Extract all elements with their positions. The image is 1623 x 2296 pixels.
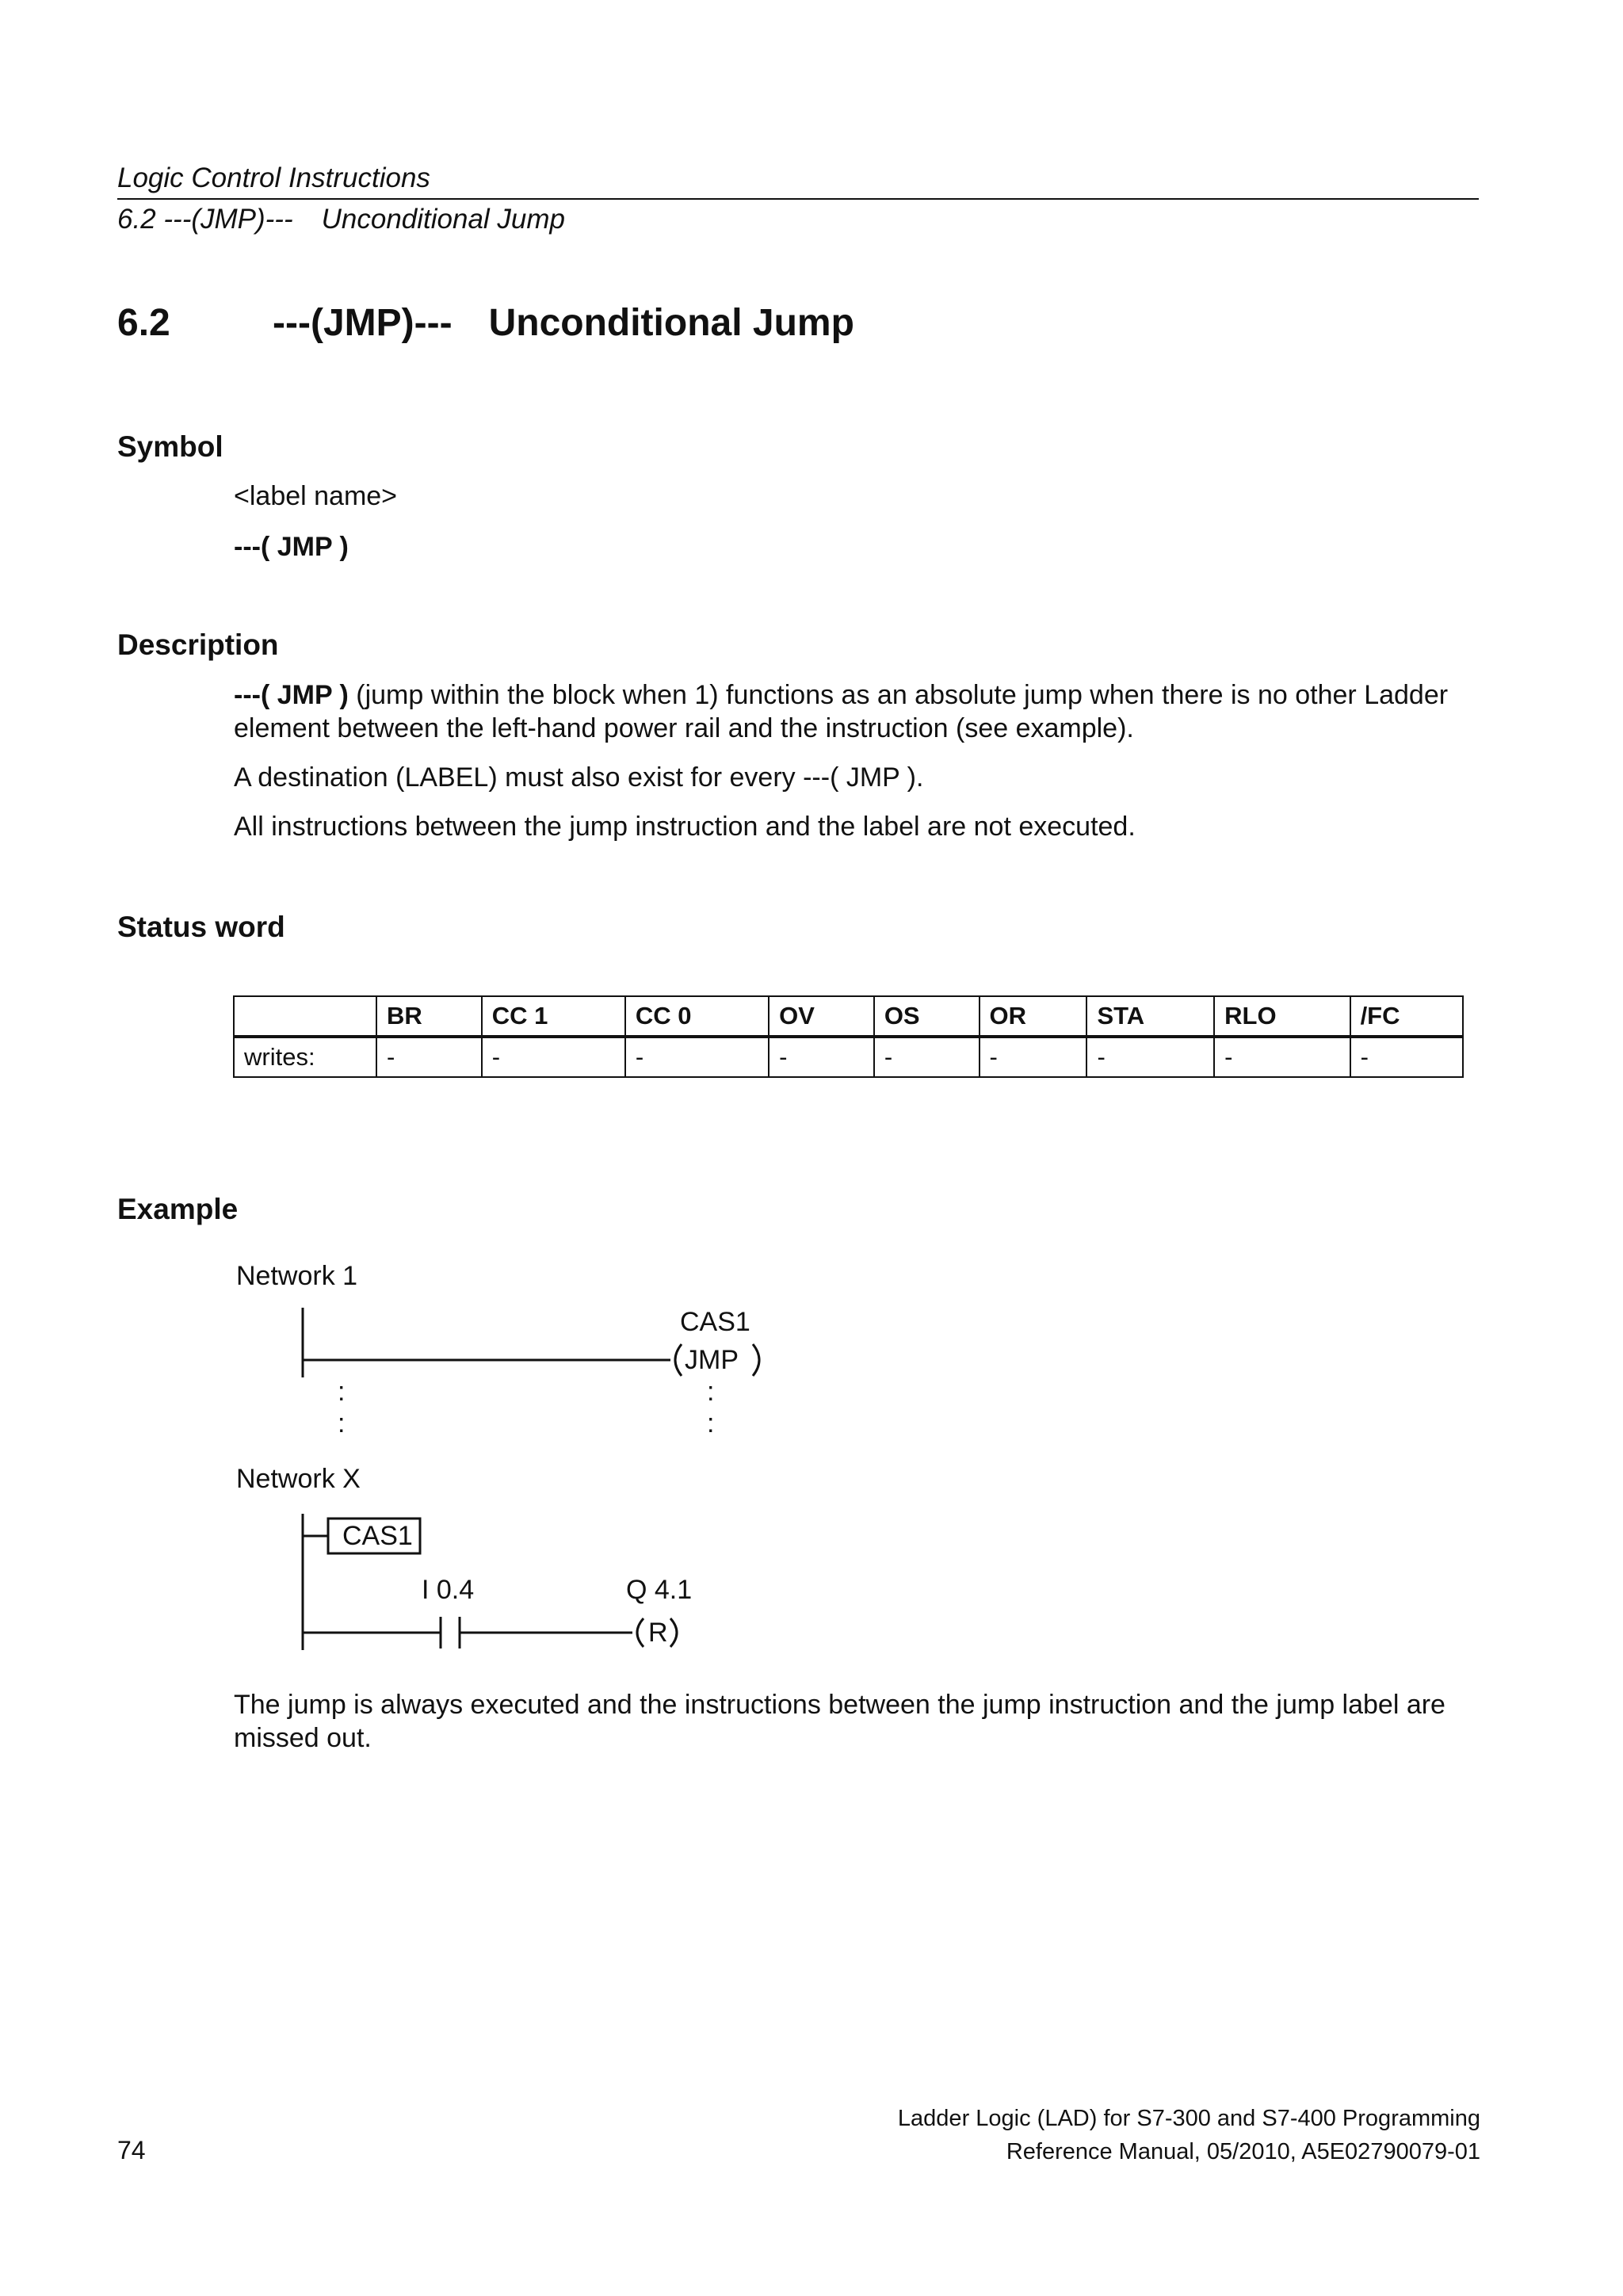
continuation-colon: : [707,1408,715,1438]
footer-line-1: Ladder Logic (LAD) for S7-300 and S7-400 Programming [897,2106,1480,2131]
jmp-coil-text: JMP [685,1345,739,1375]
status-word-heading: Status word [117,911,285,943]
continuation-colon: : [338,1408,346,1438]
description-paragraph-1 [234,678,1486,745]
footer-line-2: Reference Manual, 05/2010, A5E02790079-01 [1006,2139,1480,2164]
jmp-coil-right-paren [753,1344,759,1376]
status-cell-sta: - [1086,1037,1214,1077]
jump-target-label: CAS1 [680,1307,750,1337]
description-heading: Description [117,628,279,661]
status-cell-ov: - [769,1037,874,1077]
description-paragraph-3: All instructions between the jump instruction and the label are not executed. [234,812,1136,842]
label-box-text: CAS1 [342,1521,413,1551]
status-col-rlo: RLO [1214,996,1350,1037]
status-word-table [233,995,1464,1078]
running-header-chapter: Logic Control Instructions [117,162,430,193]
status-cell-br: - [376,1037,482,1077]
ladder-diagram [230,1260,832,1656]
status-cell-os: - [874,1037,980,1077]
description-paragraph-2: A destination (LABEL) must also exist for every ---( JMP ). [234,762,924,793]
symbol-label-line: <label name> [234,481,398,511]
running-header [117,159,1479,239]
description-coil-term: ---( JMP ) [234,680,349,710]
status-word-header-row [234,996,1463,1037]
status-cell-cc0: - [625,1037,769,1077]
running-header-section-name: Unconditional Jump [321,204,566,235]
status-col-fc: /FC [1350,996,1463,1037]
jmp-coil-left-paren [675,1344,682,1376]
contact-address: I 0.4 [422,1575,475,1605]
status-col-or: OR [980,996,1087,1037]
status-col-br: BR [376,996,482,1037]
status-col-os: OS [874,996,980,1037]
page-number: 74 [117,2136,146,2164]
r-coil-right-paren [670,1618,677,1647]
status-col-empty [234,996,376,1037]
symbol-heading: Symbol [117,430,223,463]
status-cell-or: - [980,1037,1087,1077]
status-cell-cc1: - [482,1037,625,1077]
section-operator: ---(JMP)--- [273,302,453,344]
running-header-section [117,200,1479,239]
page-title [117,300,854,347]
section-number: 6.2 [117,302,170,344]
table-row [234,1037,1463,1077]
status-cell-fc: - [1350,1037,1463,1077]
description-text-1: (jump within the block when 1) functions as an absolute jump when there is no other Ladder element between the left-hand power rail and the instruction (see example). [234,680,1449,743]
networkx-label: Network X [236,1464,361,1494]
status-col-ov: OV [769,996,874,1037]
description-block [234,678,1486,859]
status-col-cc0: CC 0 [625,996,769,1037]
footer-reference [898,2102,1480,2168]
status-col-cc1: CC 1 [482,996,625,1037]
r-coil-text: R [648,1618,668,1648]
r-coil-left-paren [637,1618,643,1647]
closing-paragraph: The jump is always executed and the instructions between the jump instruction and the jump label are missed out. [234,1690,1445,1753]
output-address: Q 4.1 [626,1575,693,1605]
section-name: Unconditional Jump [488,302,854,344]
symbol-block [234,479,1486,579]
example-heading: Example [117,1193,239,1225]
status-row-label: writes: [234,1037,376,1077]
status-col-sta: STA [1086,996,1214,1037]
status-cell-rlo: - [1214,1037,1350,1077]
running-header-section-num: 6.2 ---(JMP)--- [117,204,293,235]
continuation-colon: : [707,1377,715,1407]
continuation-colon: : [338,1377,346,1407]
network1-label: Network 1 [236,1261,358,1291]
symbol-coil-line: ---( JMP ) [234,532,349,562]
